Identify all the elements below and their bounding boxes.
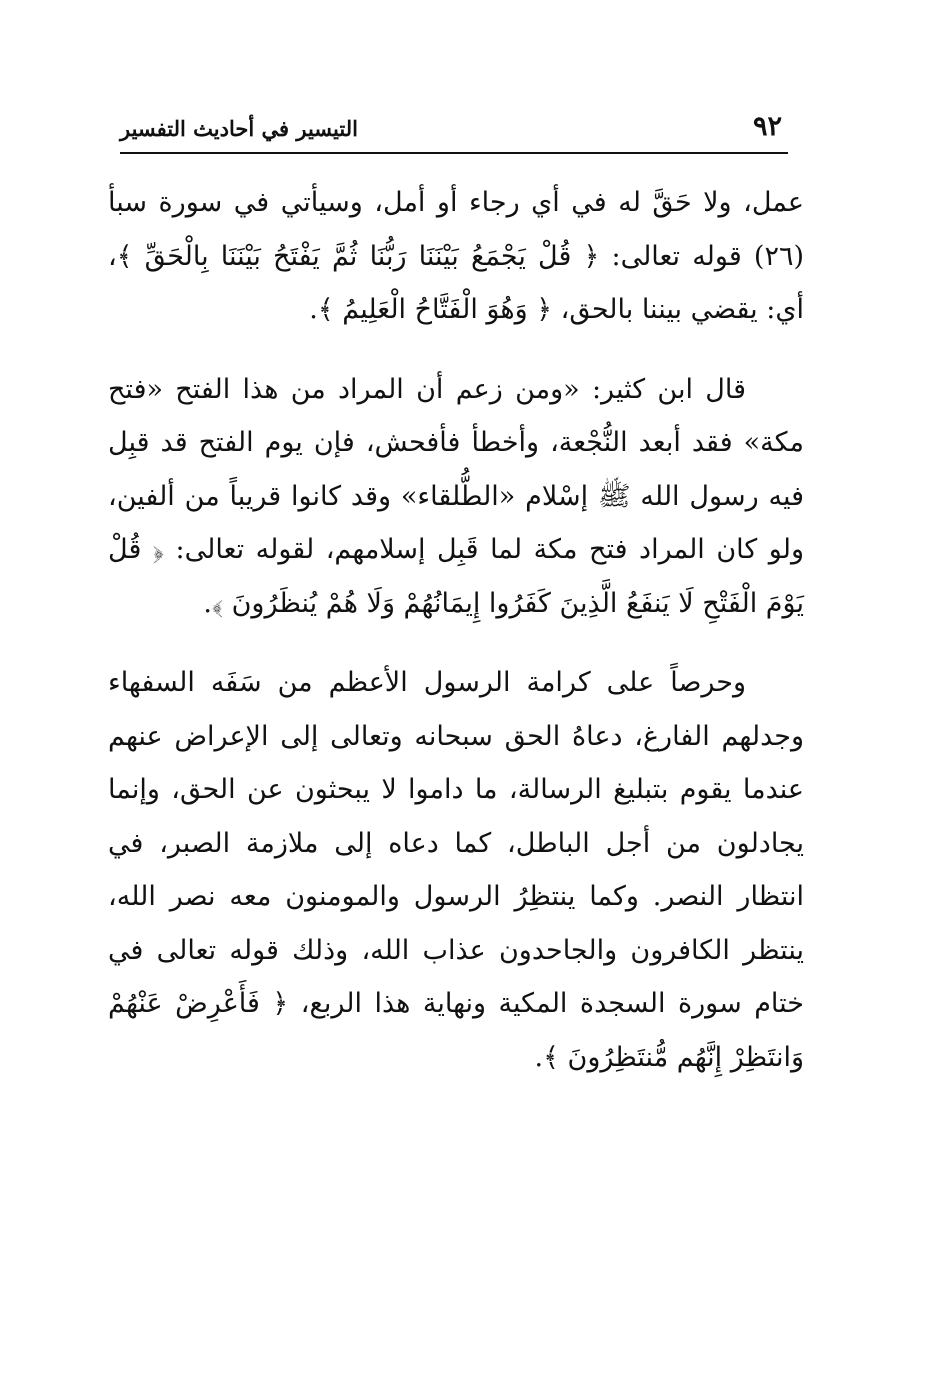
book-title: التيسير في أحاديث التفسير bbox=[120, 116, 358, 141]
paragraph-ibn-kathir-quote: قال ابن كثير: «ومن زعم أن المراد من هذا الفتح «فتح مكة» فقد أبعد النُّجْعة، وأخطأ فأفحش، فإن يوم الفتح قد قبِل فيه رسول الله ﷺ إسْلام «الطُّلقاء» وقد كانوا قريباً من ألفين، ولو كان المراد فتح مكة لما قَبِل إسلامهم، لقوله تعالى: ﴿ قُلْ يَوْمَ الْفَتْحِ لَا يَنفَعُ الَّذِينَ كَفَرُوا إِيمَانُهُمْ وَلَا هُمْ يُنظَرُونَ ﴾. bbox=[108, 373, 804, 619]
body-text bbox=[108, 176, 804, 1110]
page-number: ٩٢ bbox=[752, 111, 782, 142]
running-header bbox=[120, 108, 788, 154]
paragraph-commentary: وحرصاً على كرامة الرسول الأعظم من سَفَه السفهاء وجدلهم الفارغ، دعاهُ الحق سبحانه وتعالى إلى الإعراض عنهم عندما يقوم بتبليغ الرسالة، ما داموا لا يبحثون عن الحق، وإنما يجادلون من أجل الباطل، كما دعاه إلى ملازمة الصبر، في انتظار النصر. وكما ينتظِرُ الرسول والمومنون معه نصر الله، ينتظر الكافرون والجاحدون عذاب الله، وذلك قوله تعالى في ختام سورة السجدة المكية ونهاية هذا الربع، ﴿ فَأَعْرِضْ عَنْهُمْ وَانتَظِرْ إِنَّهُم مُّنتَظِرُونَ ﴾. bbox=[108, 667, 804, 1073]
paragraph-continuation: عمل، ولا حَقَّ له في أي رجاء أو أمل، وسيأتي في سورة سبأ (٢٦) قوله تعالى: ﴿ قُلْ يَجْمَعُ بَيْنَنَا رَبُّنَا ثُمَّ يَفْتَحُ بَيْنَنَا بِالْحَقِّ ﴾، أي: يقضي بيننا بالحق، ﴿ وَهُوَ الْفَتَّاحُ الْعَلِيمُ ﴾. bbox=[108, 187, 804, 325]
